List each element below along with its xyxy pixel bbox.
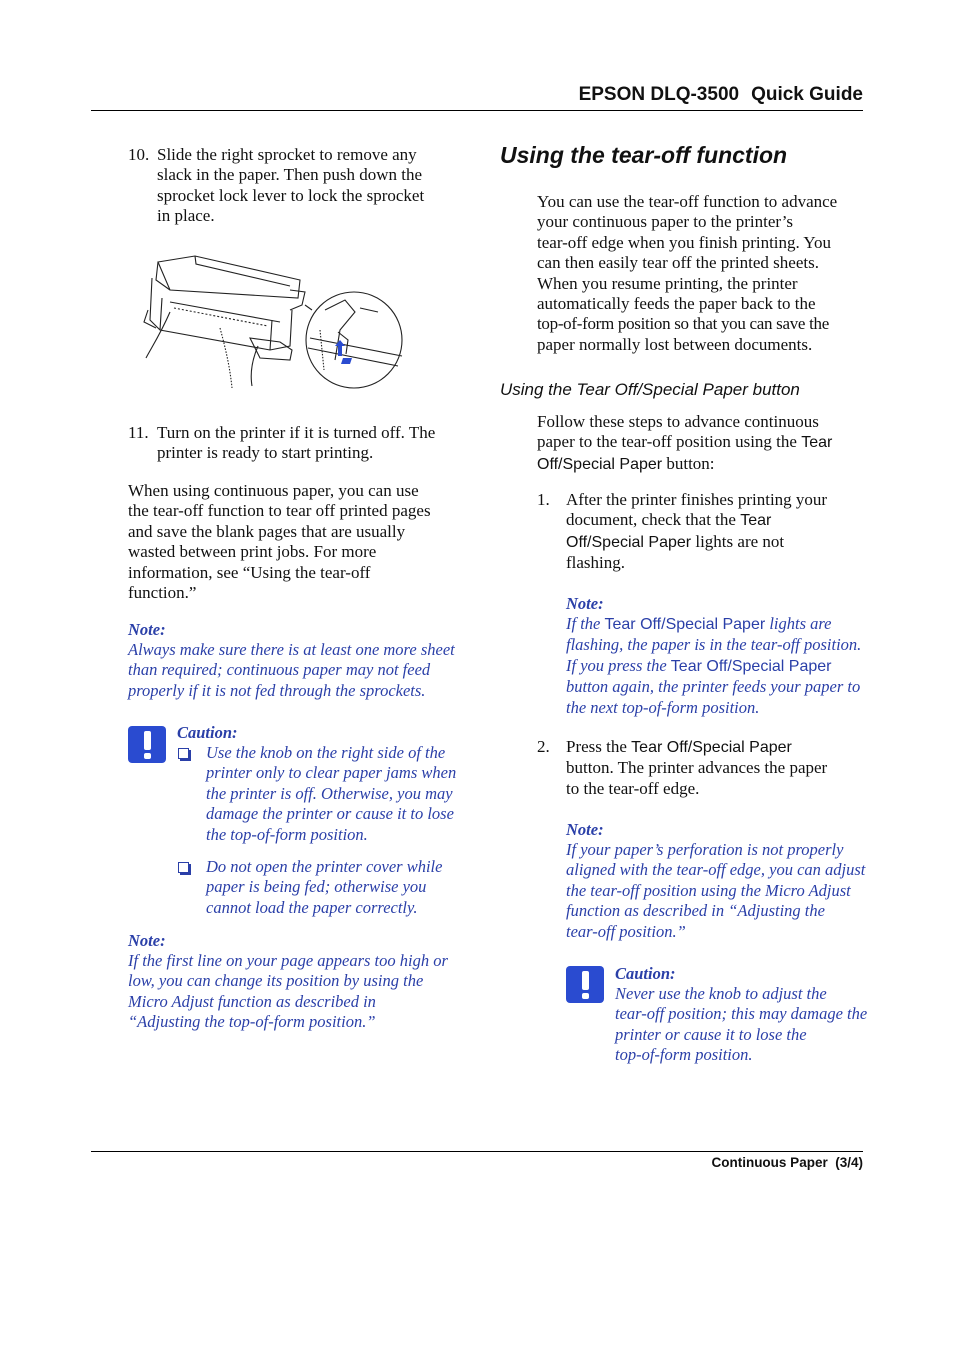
- note-line: If the first line on your page appears too high or: [128, 951, 448, 970]
- caution-bullet-cover: [206, 857, 442, 918]
- paragraph-line: top-of-form position so that you can save the: [537, 314, 829, 334]
- note-perforation: [566, 820, 865, 942]
- footer-section: Continuous Paper: [711, 1155, 828, 1170]
- note-line: tear-off position.”: [566, 921, 686, 941]
- checkbox-bullet-icon: [178, 862, 189, 873]
- step-10: [128, 145, 458, 235]
- button-name: Off/Special Paper: [537, 455, 663, 473]
- checkbox-bullet-icon: [178, 748, 189, 759]
- tear-off-intro: [537, 192, 837, 355]
- caution-line: tear-off position; this may damage the: [615, 1004, 868, 1024]
- paragraph-line: Off/Special Paper button:: [537, 453, 715, 473]
- paragraph-line: function.”: [128, 583, 197, 603]
- paragraph-line: and save the blank pages that are usually: [128, 521, 406, 541]
- step-11: [128, 423, 458, 468]
- caution-line: Do not open the printer cover while: [206, 857, 443, 876]
- paragraph-line: Follow these steps to advance continuous: [537, 412, 819, 431]
- paragraph-line: can then easily tear off the printed sheets.: [537, 253, 819, 273]
- note-line: button again, the printer feeds your paper to: [566, 677, 861, 697]
- note-line: Micro Adjust function as described in: [128, 991, 376, 1011]
- note-label: Note:: [128, 931, 166, 950]
- button-name: Off/Special Paper: [566, 533, 692, 551]
- guide-title: Quick Guide: [751, 84, 863, 105]
- note-line: low, you can change its position by using the: [128, 971, 424, 991]
- caution-line: damage the printer or cause it to lose: [206, 804, 454, 824]
- caution-icon: [566, 966, 604, 1003]
- caution-line: printer or cause it to lose the: [615, 1024, 807, 1044]
- caution-icon: [128, 726, 166, 763]
- note-lights-flashing: [566, 594, 861, 718]
- note-line: aligned with the tear-off edge, you can adjust: [566, 860, 866, 880]
- caution-line: cannot load the paper correctly.: [206, 897, 418, 917]
- paragraph-line: tear-off edge when you finish printing. You: [537, 232, 831, 252]
- follow-steps-paragraph: [537, 412, 832, 475]
- step-line: Press the Tear Off/Special Paper: [566, 737, 792, 756]
- note-line: the next top-of-form position.: [566, 697, 760, 717]
- caution-bullet-knob: [206, 743, 456, 845]
- caution-label: Caution:: [615, 964, 676, 983]
- step-line: Turn on the printer if it is turned off. The: [157, 423, 436, 442]
- caution-label: Caution:: [177, 723, 238, 742]
- note-line: flashing, the paper is in the tear-off position.: [566, 635, 862, 655]
- paragraph-line: automatically feeds the paper back to the: [537, 294, 816, 314]
- button-name: Tear: [801, 434, 833, 452]
- note-line: the tear-off position using the Micro Adjust: [566, 880, 851, 900]
- note-label: Note:: [566, 594, 604, 613]
- note-line: properly if it is not fed through the sprockets.: [128, 680, 426, 700]
- note-line: than required; continuous paper may not feed: [128, 660, 431, 680]
- continuous-paper-paragraph: [128, 481, 463, 603]
- note-line: function as described in “Adjusting the: [566, 901, 825, 921]
- step-line: After the printer finishes printing your: [566, 490, 828, 509]
- note-label: Note:: [128, 620, 166, 639]
- subsection-title: Using the Tear Off/Special Paper button: [500, 380, 800, 399]
- paragraph-line: When using continuous paper, you can use: [128, 481, 419, 500]
- step-line: button. The printer advances the paper: [566, 758, 828, 778]
- button-name: Tear Off/Special Paper: [631, 739, 792, 756]
- paragraph-line: paper normally lost between documents.: [537, 334, 813, 354]
- note-line: If the Tear Off/Special Paper lights are: [566, 614, 832, 633]
- step-line: sprocket lock lever to lock the sprocket: [157, 185, 425, 205]
- button-name: Tear Off/Special Paper: [604, 616, 766, 633]
- note-line: If you press the Tear Off/Special Paper: [566, 655, 832, 675]
- note-sprockets: [128, 620, 468, 701]
- step-line: slack in the paper. Then push down the: [157, 165, 423, 185]
- section-title: Using the tear-off function: [500, 142, 788, 168]
- caution-knob-tear-off: [615, 964, 867, 1066]
- paragraph-line: information, see “Using the tear-off: [128, 562, 371, 582]
- note-line: Always make sure there is at least one more sheet: [128, 640, 455, 659]
- button-name: Tear Off/Special Paper: [670, 657, 832, 675]
- step-line: to the tear-off edge.: [566, 778, 700, 798]
- caution-line: top-of-form position.: [615, 1045, 753, 1065]
- page-footer: [711, 1155, 863, 1170]
- product-name: EPSON DLQ-3500: [578, 84, 740, 105]
- note-label: Note:: [566, 820, 604, 839]
- step-number: 1.: [537, 490, 550, 509]
- step-line: flashing.: [566, 553, 626, 573]
- paragraph-line: You can use the tear-off function to advance: [537, 192, 838, 211]
- step-line: Off/Special Paper lights are not: [566, 531, 785, 551]
- note-first-line: [128, 931, 468, 1033]
- caution-line: paper is being fed; otherwise you: [206, 877, 427, 897]
- footer-page: (3/4): [835, 1155, 863, 1170]
- caution-line: Never use the knob to adjust the: [615, 984, 827, 1003]
- paragraph-line: paper to the tear-off position using the Tear: [537, 432, 833, 452]
- paragraph-line: wasted between print jobs. For more: [128, 542, 377, 562]
- paragraph-line: When you resume printing, the printer: [537, 273, 798, 293]
- header-rule: [91, 110, 863, 111]
- caution-line: printer only to clear paper jams when: [206, 763, 457, 783]
- step-2: [537, 737, 867, 802]
- footer-rule: [91, 1151, 863, 1152]
- printer-illustration: [140, 250, 410, 390]
- paragraph-line: the tear-off function to tear off printed pages: [128, 501, 431, 521]
- page-header: [579, 84, 863, 106]
- step-1: [537, 490, 867, 575]
- note-line: “Adjusting the top-of-form position.”: [128, 1012, 376, 1032]
- caution-line: Use the knob on the right side of the: [206, 743, 446, 762]
- step-number: 10.: [128, 145, 150, 164]
- step-number: 11.: [128, 423, 149, 442]
- paragraph-line: your continuous paper to the printer’s: [537, 212, 794, 232]
- caution-line: the printer is off. Otherwise, you may: [206, 783, 453, 803]
- step-number: 2.: [537, 737, 550, 756]
- step-line: Slide the right sprocket to remove any: [157, 145, 417, 164]
- button-name: Tear: [740, 512, 772, 530]
- step-line: document, check that the Tear: [566, 510, 772, 530]
- caution-line: the top-of-form position.: [206, 824, 368, 844]
- step-line: printer is ready to start printing.: [157, 443, 374, 463]
- step-line: in place.: [157, 206, 215, 226]
- note-line: If your paper’s perforation is not properly: [566, 840, 844, 859]
